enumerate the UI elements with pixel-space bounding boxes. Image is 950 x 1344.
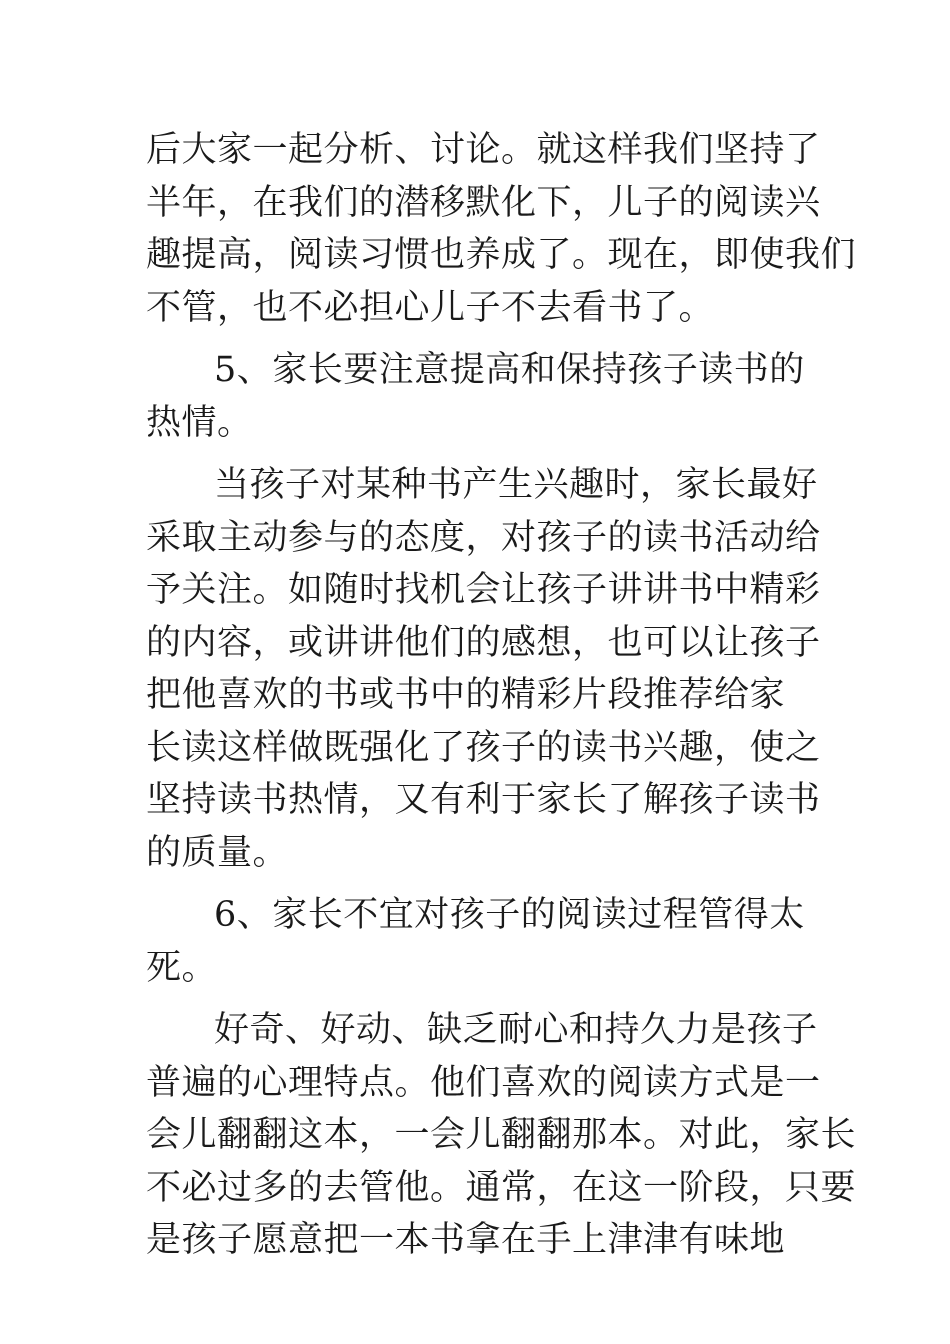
- text-line: 会儿翻翻这本，一会儿翻翻那本。对此，家长: [146, 1115, 857, 1155]
- text-line: 热情。: [146, 402, 253, 443]
- text-line: 后大家一起分析、讨论。就这样我们坚持了: [146, 130, 821, 170]
- text-line: 不管，也不必担心儿子不去看书了。: [146, 287, 715, 328]
- text-line: 半年，在我们的潜移默化下，儿子的阅读兴: [146, 182, 821, 223]
- paragraph-reading-habits: [146, 1004, 857, 1267]
- text-line: 普遍的心理特点。他们喜欢的阅读方式是一: [146, 1062, 821, 1103]
- text-line: 把他喜欢的书或书中的精彩片段推荐给家: [146, 675, 786, 715]
- text-line: 6、家长不宜对孩子的阅读过程管得太: [214, 895, 805, 935]
- section-heading-5: [146, 344, 826, 449]
- text-line: 趣提高，阅读习惯也养成了。现在，即使我们: [146, 235, 857, 275]
- text-line: 长读这样做既强化了孩子的读书兴趣，使之: [146, 727, 821, 768]
- text-line: 的内容，或讲讲他们的感想，也可以让孩子: [146, 622, 821, 663]
- text-line: 坚持读书热情，又有利于家长了解孩子读书: [146, 780, 821, 820]
- body-text: [146, 124, 857, 1277]
- section-heading-6: [146, 889, 826, 994]
- text-line: 的质量。: [146, 832, 289, 873]
- text-line: 死。: [146, 947, 218, 988]
- paragraph-continuation: [146, 124, 857, 334]
- text-line: 采取主动参与的态度，对孩子的读书活动给: [146, 517, 821, 558]
- text-line: 不必过多的去管他。通常，在这一阶段，只要: [146, 1167, 857, 1208]
- text-line: 予关注。如随时找机会让孩子讲讲书中精彩: [146, 570, 821, 610]
- paragraph-reading-enthusiasm: [146, 459, 826, 879]
- text-line: 是孩子愿意把一本书拿在手上津津有味地: [146, 1220, 786, 1260]
- text-line: 5、家长要注意提高和保持孩子读书的: [214, 350, 805, 390]
- text-line: 好奇、好动、缺乏耐心和持久力是孩子: [214, 1010, 818, 1050]
- text-line: 当孩子对某种书产生兴趣时，家长最好: [214, 465, 818, 505]
